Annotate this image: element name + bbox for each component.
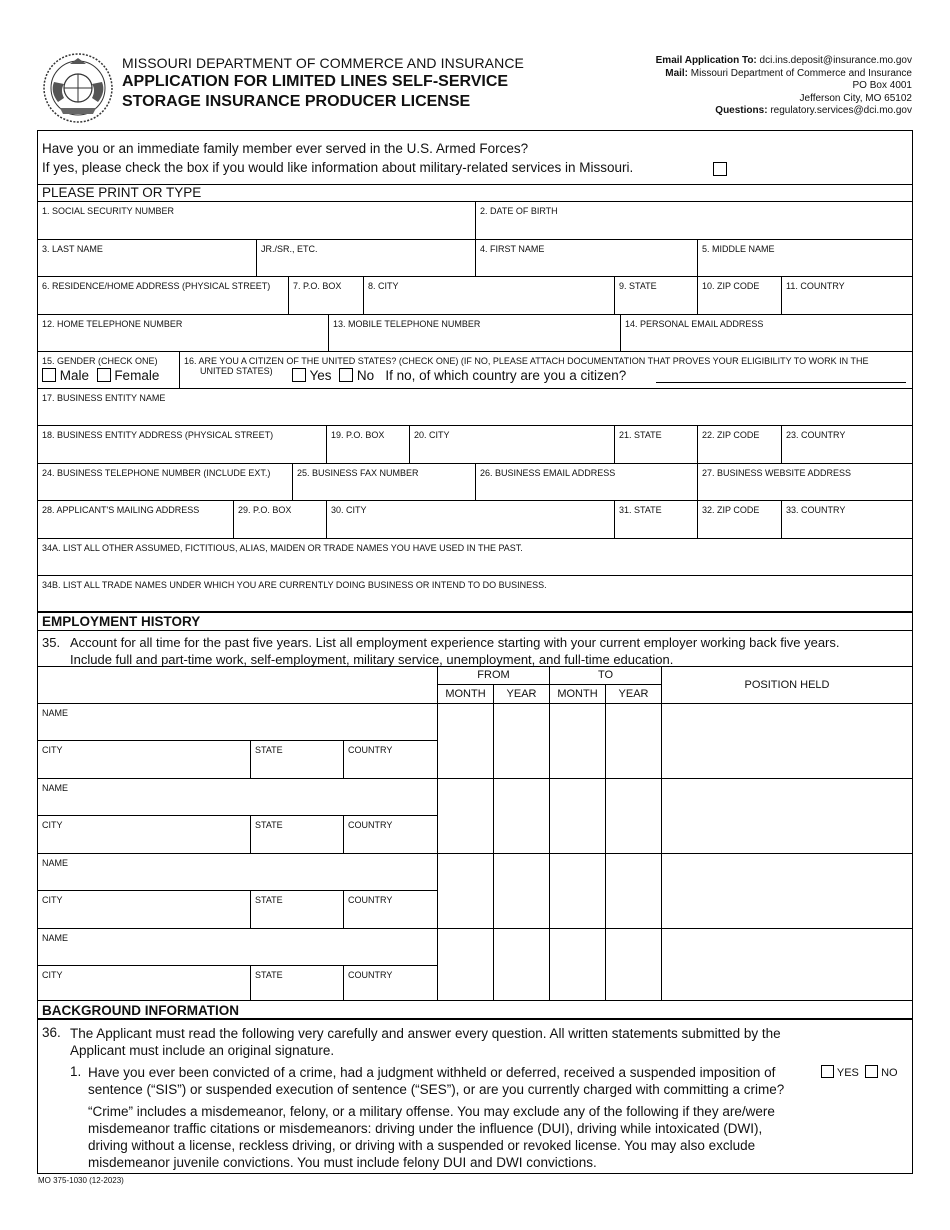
home-phone-field[interactable]: 12. HOME TELEPHONE NUMBER: [38, 315, 329, 351]
row-gender-citizen: [38, 352, 912, 389]
po-box: PO Box 4001: [852, 80, 912, 91]
employer-name-field[interactable]: NAME: [38, 929, 438, 966]
form-number: MO 375-1030 (12-2023): [38, 1176, 124, 1185]
question-1-yes-label: YES: [836, 1067, 859, 1079]
business-email-field[interactable]: 26. BUSINESS EMAIL ADDRESS: [476, 464, 698, 500]
employment-instructions: [38, 631, 912, 667]
employment-entry: [38, 704, 912, 779]
question-1-yes-checkbox[interactable]: [821, 1065, 834, 1078]
from-month-input[interactable]: [438, 929, 494, 1000]
employment-entry: [38, 854, 912, 929]
entity-city-field[interactable]: 20. CITY: [410, 426, 615, 463]
employer-country-field[interactable]: COUNTRY: [344, 741, 438, 778]
business-phone-field[interactable]: 24. BUSINESS TELEPHONE NUMBER (INCLUDE EXT.): [38, 464, 293, 500]
from-year-header: YEAR: [494, 685, 550, 704]
form-title-line1: APPLICATION FOR LIMITED LINES SELF-SERVICE: [122, 73, 509, 90]
contact-info: [656, 55, 912, 118]
row-entity-name: [38, 389, 912, 426]
citizen-country-question: If no, of which country are you a citizen?: [385, 368, 627, 383]
employment-instructions-text: Account for all time for the past five years. List all employment experience starting with your current employer working back five years. Include full and part-time work, self-employment, military service, unemployment, and full-time education.: [70, 635, 840, 667]
employer-name-field[interactable]: NAME: [38, 704, 438, 741]
ssn-field[interactable]: 1. SOCIAL SECURITY NUMBER: [38, 202, 476, 239]
residence-country-field[interactable]: 11. COUNTRY: [786, 281, 845, 291]
employer-name-field[interactable]: NAME: [38, 779, 438, 816]
employer-city-field[interactable]: CITY: [38, 741, 251, 778]
row-names: [38, 240, 912, 277]
application-form: [37, 130, 913, 1174]
dob-field[interactable]: 2. DATE OF BIRTH: [480, 206, 558, 216]
print-header: PLEASE PRINT OR TYPE: [42, 185, 202, 200]
row-other-names[interactable]: [38, 539, 912, 576]
gender-female-label: Female: [114, 368, 160, 383]
row-phones: [38, 315, 912, 352]
from-month-input[interactable]: [438, 779, 494, 853]
residence-po-box-field[interactable]: 7. P.O. BOX: [289, 277, 364, 314]
employer-city-field[interactable]: CITY: [38, 966, 251, 1000]
employer-name-field[interactable]: NAME: [38, 854, 438, 891]
mailing-state-field[interactable]: 31. STATE: [615, 501, 698, 538]
employer-state-field[interactable]: STATE: [251, 891, 344, 928]
position-held-header: POSITION HELD: [744, 679, 830, 691]
military-followup: If yes, please check the box if you would like information about military-related services in Missouri.: [42, 160, 634, 175]
employment-entry: [38, 779, 912, 854]
employer-state-field[interactable]: STATE: [251, 966, 344, 1000]
citizen-yes-label: Yes: [309, 368, 332, 383]
residence-city-field[interactable]: 8. CITY: [364, 277, 615, 314]
employment-history-heading: EMPLOYMENT HISTORY: [42, 614, 201, 629]
employer-city-field[interactable]: CITY: [38, 816, 251, 853]
from-month-input[interactable]: [438, 704, 494, 778]
employer-state-field[interactable]: STATE: [251, 816, 344, 853]
city-state: Jefferson City, MO 65102: [799, 92, 912, 104]
from-year-input[interactable]: [494, 929, 550, 1000]
gender-field: 15. GENDER (CHECK ONE) Male Female: [38, 352, 180, 388]
to-header: TO: [550, 667, 662, 685]
mailing-city-field[interactable]: 30. CITY: [327, 501, 615, 538]
first-name-field[interactable]: 4. FIRST NAME: [476, 240, 698, 276]
department-name: MISSOURI DEPARTMENT OF COMMERCE AND INSURANCE: [122, 55, 524, 71]
row-residence: [38, 277, 912, 315]
mobile-phone-field[interactable]: 13. MOBILE TELEPHONE NUMBER: [329, 315, 621, 351]
from-month-input[interactable]: [438, 854, 494, 928]
from-year-input[interactable]: [494, 854, 550, 928]
to-year-input[interactable]: [606, 929, 662, 1000]
personal-email-field[interactable]: 14. PERSONAL EMAIL ADDRESS: [625, 319, 764, 329]
row-business-contact: [38, 464, 912, 501]
row-ssn-dob: [38, 202, 912, 240]
military-question: Have you or an immediate family member ever served in the U.S. Armed Forces?: [42, 141, 529, 156]
mailing-po-box-field[interactable]: 29. P.O. BOX: [234, 501, 327, 538]
to-month-input[interactable]: [550, 929, 606, 1000]
residence-state-field[interactable]: 9. STATE: [615, 277, 698, 314]
employment-table: [38, 667, 912, 1011]
citizen-yes-checkbox[interactable]: [292, 368, 306, 382]
employer-city-field[interactable]: CITY: [38, 891, 251, 928]
citizen-no-checkbox[interactable]: [339, 368, 353, 382]
email-address-link[interactable]: dci.ins.deposit@insurance.mo.gov: [759, 55, 912, 66]
questions-label: Questions:: [715, 105, 768, 116]
from-month-header: MONTH: [438, 685, 494, 704]
row-trade-names[interactable]: [38, 576, 912, 613]
position-held-input[interactable]: [662, 704, 912, 778]
entity-zip-field[interactable]: 22. ZIP CODE: [698, 426, 782, 463]
question-1-no-checkbox[interactable]: [865, 1065, 878, 1078]
background-content: [38, 1021, 912, 1173]
missouri-seal-icon: [40, 52, 116, 124]
mail-address: Missouri Department of Commerce and Insurance: [690, 67, 912, 79]
residence-zip-field[interactable]: 10. ZIP CODE: [698, 277, 782, 314]
to-month-input[interactable]: [550, 779, 606, 853]
to-year-header: YEAR: [606, 685, 662, 704]
business-entity-name-field[interactable]: 17. BUSINESS ENTITY NAME: [42, 393, 166, 403]
to-month-input[interactable]: [550, 704, 606, 778]
suffix-field[interactable]: JR./SR., ETC.: [257, 240, 476, 276]
employment-entry: [38, 929, 912, 1001]
print-header-row: [38, 185, 912, 202]
mailing-address-field[interactable]: 28. APPLICANT'S MAILING ADDRESS: [38, 501, 234, 538]
citizen-field: 16. ARE YOU A CITIZEN OF THE UNITED STATES? (CHECK ONE) (IF NO, PLEASE ATTACH DOCUMENTATION THAT PROVES YOUR ELIGIBILITY TO WORK IN THE UNITED STATES) Yes No If no, of which country are you a citizen?: [180, 352, 912, 388]
questions-email-link[interactable]: regulatory.services@dci.mo.gov: [770, 105, 912, 116]
employer-state-field[interactable]: STATE: [251, 741, 344, 778]
question-1-text: Have you ever been convicted of a crime, had a judgment withheld or deferred, received a suspended imposition of sentence (“SIS”) or suspended execution of sentence (“SES”), or are you currently charged with committing a crime?: [88, 1065, 785, 1097]
entity-address-field[interactable]: 18. BUSINESS ENTITY ADDRESS (PHYSICAL STREET): [38, 426, 327, 463]
entity-po-box-field[interactable]: 19. P.O. BOX: [327, 426, 410, 463]
background-header-row: [38, 1002, 912, 1020]
military-row: [38, 131, 912, 185]
background-information-heading: BACKGROUND INFORMATION: [42, 1003, 239, 1018]
background-num: 36.: [42, 1025, 61, 1040]
gender-male-checkbox[interactable]: [42, 368, 56, 382]
from-year-input[interactable]: [494, 779, 550, 853]
entity-state-field[interactable]: 21. STATE: [615, 426, 698, 463]
mailing-country-field[interactable]: 33. COUNTRY: [786, 505, 846, 515]
citizen-country-input[interactable]: [656, 382, 906, 383]
crime-definition: “Crime” includes a misdemeanor, felony, or a military offense. You may exclude any of the following if they are/were misdemeanor traffic citations or misdemeanors: driving under the influence (DUI), driving while intoxicated (DWI), driving without a license, reckless driving, or driving with a suspended or revoked license. You may also exclude misdemeanor juvenile convictions. You must include felony DUI and DWI convictions.: [88, 1104, 775, 1170]
residence-address-field[interactable]: 6. RESIDENCE/HOME ADDRESS (PHYSICAL STREET): [38, 277, 289, 314]
question-1-num: 1.: [70, 1064, 82, 1079]
row-entity-address: [38, 426, 912, 464]
employment-header-row: [38, 613, 912, 631]
mail-label: Mail:: [665, 67, 689, 79]
row-mailing-address: [38, 501, 912, 539]
military-info-checkbox[interactable]: [713, 162, 727, 176]
question-1-no-label: NO: [881, 1067, 898, 1079]
question-1-answer: [821, 1065, 898, 1079]
gender-male-label: Male: [59, 368, 90, 383]
citizen-no-label: No: [356, 368, 375, 383]
to-year-input[interactable]: [606, 704, 662, 778]
from-year-input[interactable]: [494, 704, 550, 778]
position-held-input[interactable]: [662, 929, 912, 1000]
to-year-input[interactable]: [606, 854, 662, 928]
business-website-field[interactable]: 27. BUSINESS WEBSITE ADDRESS: [702, 468, 852, 478]
employer-country-field[interactable]: COUNTRY: [344, 891, 438, 928]
from-header: FROM: [438, 667, 550, 685]
business-fax-field[interactable]: 25. BUSINESS FAX NUMBER: [293, 464, 476, 500]
employer-country-field[interactable]: COUNTRY: [344, 966, 438, 1000]
other-names-label: 34A. LIST ALL OTHER ASSUMED, FICTITIOUS, ALIAS, MAIDEN OR TRADE NAMES YOU HAVE USED IN THE PAST.: [42, 543, 523, 553]
middle-name-field[interactable]: 5. MIDDLE NAME: [702, 244, 775, 254]
to-month-input[interactable]: [550, 854, 606, 928]
position-held-input[interactable]: [662, 779, 912, 853]
mailing-zip-field[interactable]: 32. ZIP CODE: [698, 501, 782, 538]
employment-num: 35.: [42, 635, 61, 650]
gender-female-checkbox[interactable]: [97, 368, 111, 382]
entity-country-field[interactable]: 23. COUNTRY: [786, 430, 846, 440]
trade-names-label: 34B. LIST ALL TRADE NAMES UNDER WHICH YOU ARE CURRENTLY DOING BUSINESS OR INTEND TO DO BUSINESS.: [42, 580, 547, 590]
employment-table-header: [38, 667, 912, 704]
form-header: [0, 0, 950, 128]
email-label: Email Application To:: [655, 55, 757, 66]
to-month-header: MONTH: [550, 685, 606, 704]
position-held-input[interactable]: [662, 854, 912, 928]
to-year-input[interactable]: [606, 779, 662, 853]
background-intro: The Applicant must read the following very carefully and answer every question. All written statements submitted by the Applicant must include an original signature.: [70, 1026, 781, 1058]
form-title-line2: STORAGE INSURANCE PRODUCER LICENSE: [122, 93, 471, 110]
employer-country-field[interactable]: COUNTRY: [344, 816, 438, 853]
last-name-field[interactable]: 3. LAST NAME: [38, 240, 257, 276]
